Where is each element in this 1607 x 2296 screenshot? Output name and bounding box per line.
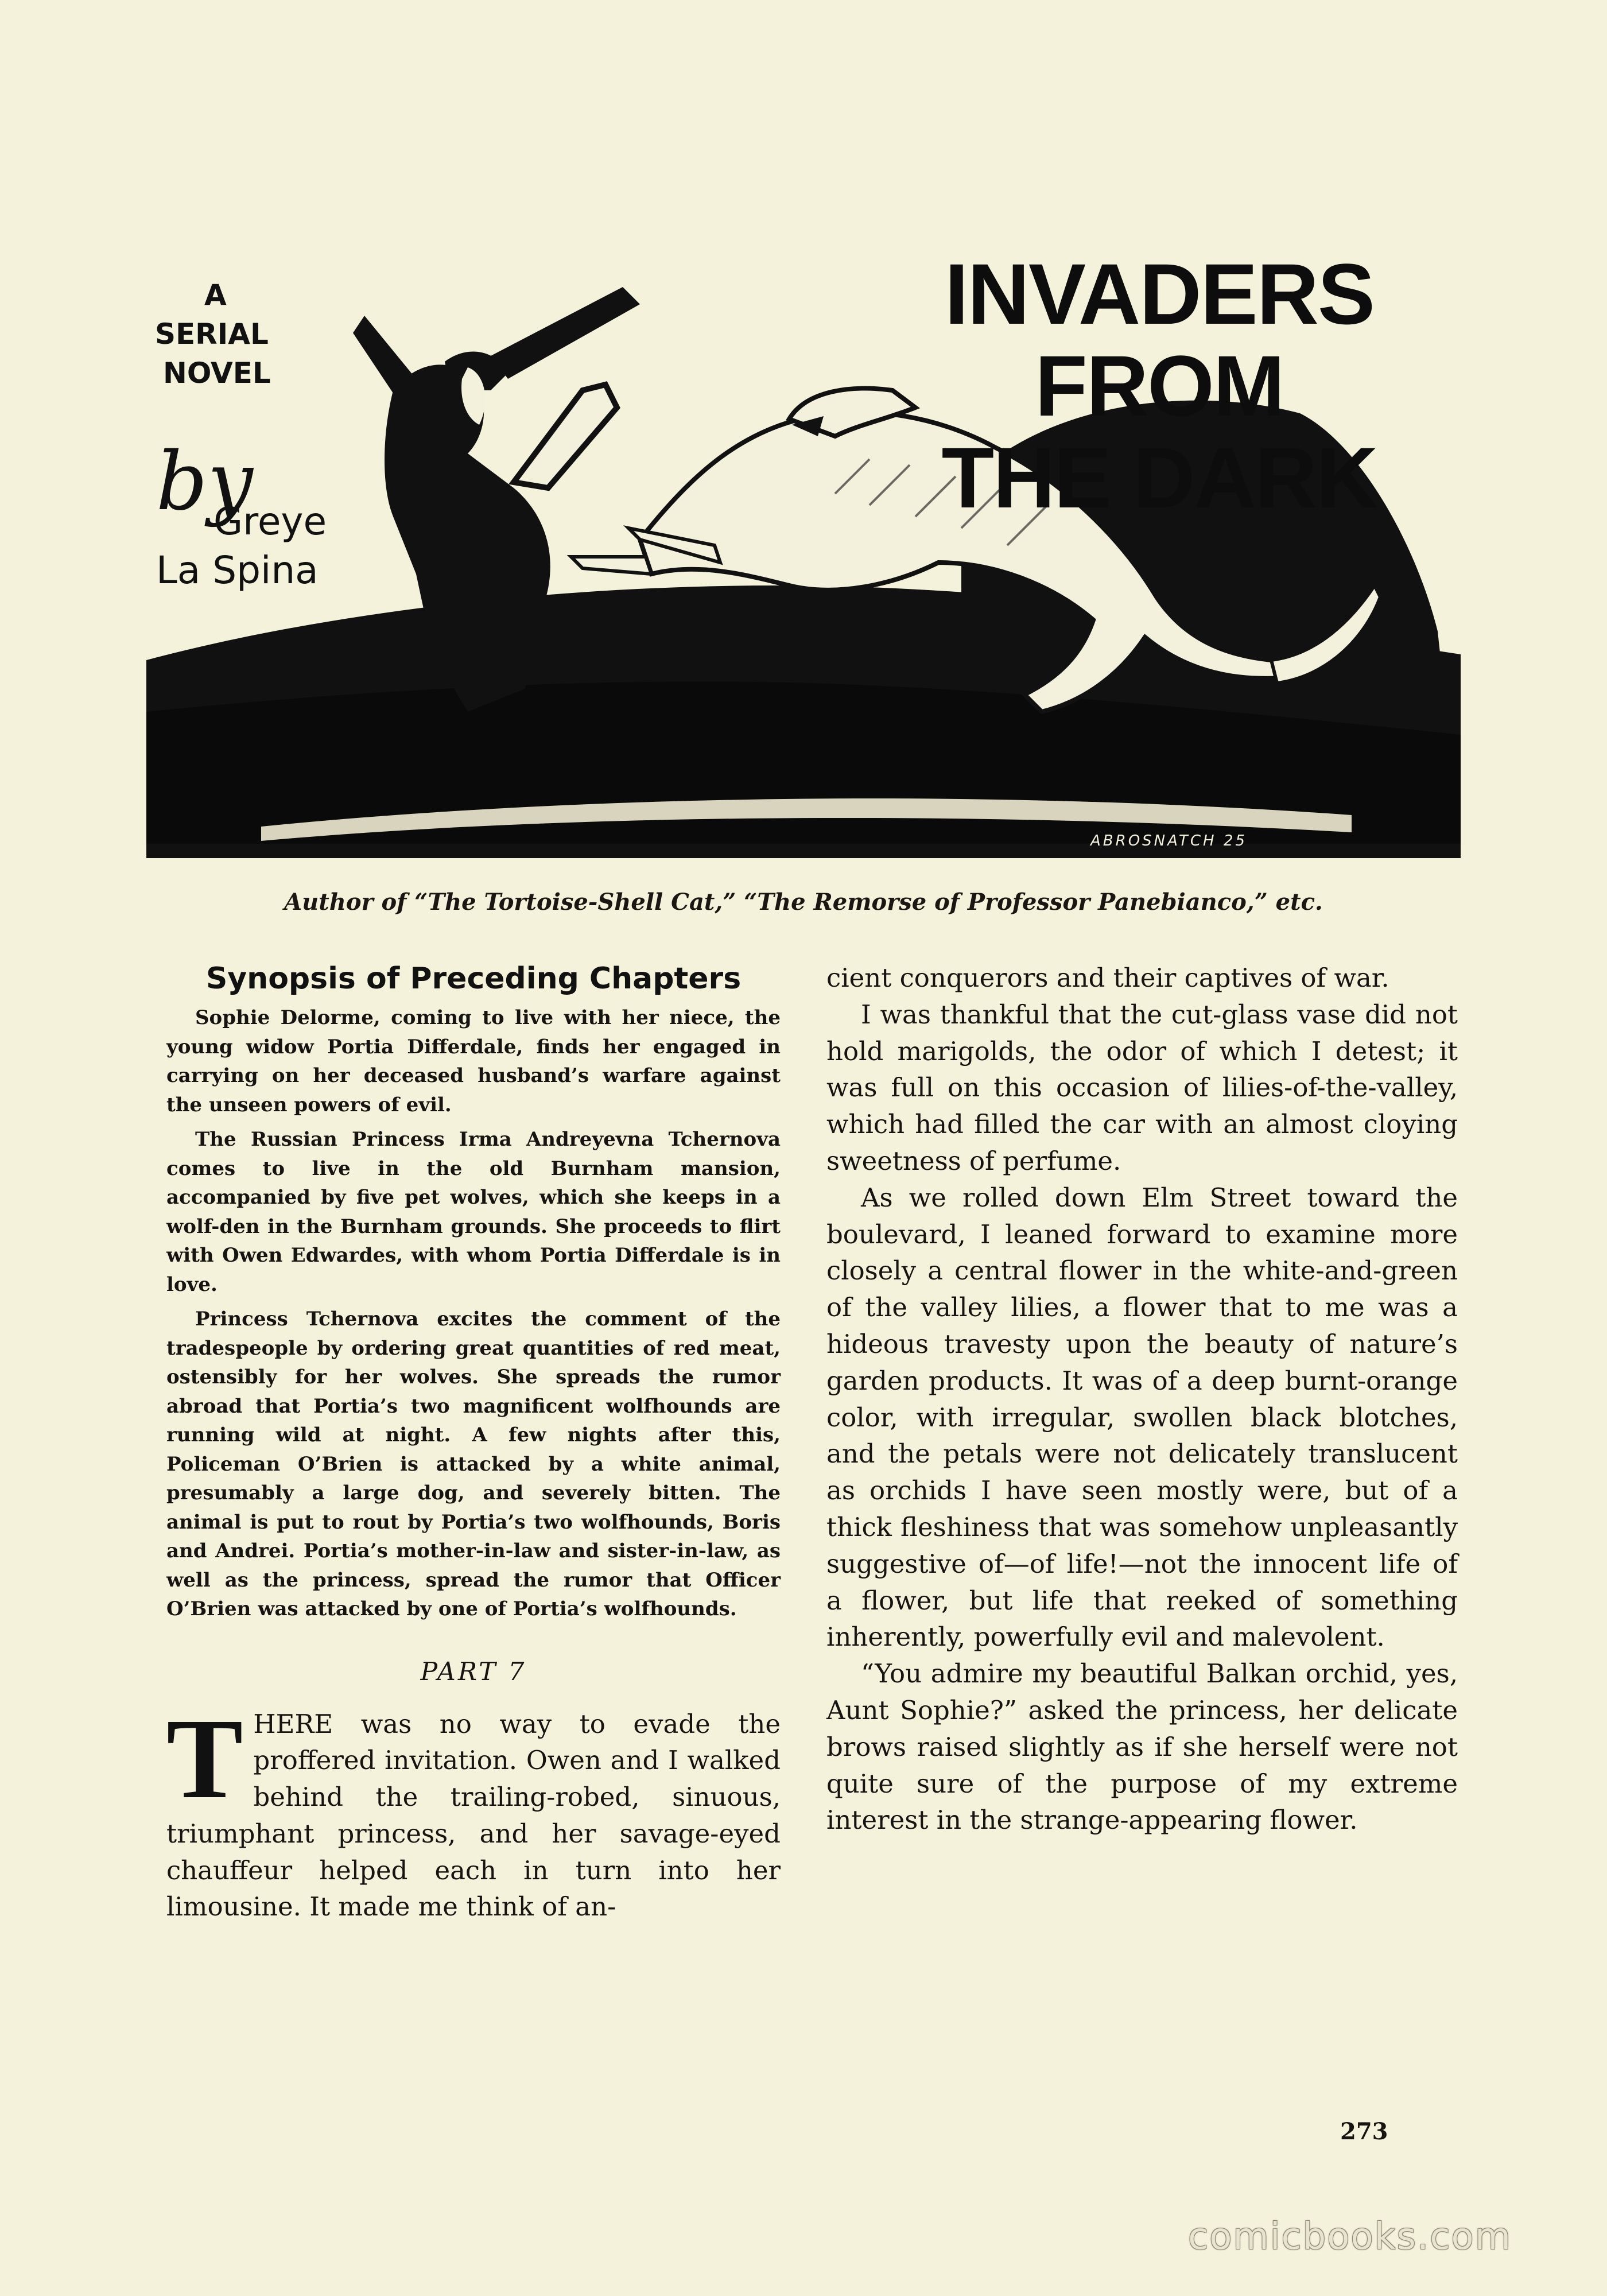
author-credit-line: Author of “The Tortoise-Shell Cat,” “The Remorse of Professor Panebianco,” etc.	[284, 889, 1323, 916]
author-byline	[156, 436, 397, 603]
drop-cap: T	[166, 1695, 243, 1822]
serial-label-line-serial: SERIAL	[155, 317, 269, 351]
serial-label-line-novel: NOVEL	[163, 356, 271, 390]
story-paragraph: As we rolled down Elm Street toward the boulevard, I leaned forward to examine more closely a central flower in the white-and-green of the valley lilies, a flower that to me was a hideous travesty upon the beauty of nature’s garden products. It was of a deep burnt-orange color, with irregular, swollen black blotches, and the petals were not delicately translucent as orchids I have seen mostly were, but of a thick fleshiness that was somehow unpleasantly suggestive of—of life!—not the innocent life of a flower, but life that reeked of something inherently, powerfully evil and malevolent.	[826, 1182, 1458, 1653]
synopsis-paragraph: Sophie Delorme, coming to live with her niece, the young widow Portia Differdale, finds her engaged in carrying on her deceased husband’s warfare against the unseen powers of evil.	[166, 1006, 781, 1116]
left-column	[166, 959, 781, 1925]
story-paragraph: “You admire my beautiful Balkan orchid, yes, Aunt Sophie?” asked the princess, her delicate brows raised slightly as if she herself were not quite sure of the purpose of my extreme interest in the strange-appearing flower.	[826, 1658, 1458, 1836]
right-column	[826, 960, 1458, 1839]
story-opening	[166, 1695, 781, 1926]
story-paragraph: I was thankful that the cut-glass vase did not hold marigolds, the odor of which I detest; it was full on this occasion of lilies-of-the-valley, which had filled the car with an almost cloying sweetness of perfume.	[826, 999, 1458, 1176]
synopsis-heading: Synopsis of Preceding Chapters	[205, 961, 742, 996]
byline-by: by	[156, 435, 253, 529]
story-opening-paragraph: HERE was no way to evade the proffered invitation. Owen and I walked behind the trailing-robed, sinuous, triumphant princess, and her savage-eyed chauffeur helped each in turn into her limousine. It made me think of an-	[166, 1708, 781, 1922]
story-paragraph: cient conquerors and their captives of war.	[826, 963, 1389, 993]
author-first-name: Greye	[214, 499, 327, 544]
story-title	[849, 246, 1469, 526]
synopsis-section	[166, 959, 781, 1624]
synopsis-paragraph: Princess Tchernova excites the comment of the tradespeople by ordering great quantities of red meat, ostensibly for her wolves. She spreads the rumor abroad that Portia’s two magnificent wolfhounds are running wild at night. A few nights after this, Policeman O’Brien is attacked by a white animal, presumably a large dog, and severely bitten. The animal is put to rout by Portia’s two wolfhounds, Boris and Andrei. Portia’s mother-in-law and sister-in-law, as well as the princess, spread the rumor that Officer O’Brien was attacked by one of Portia’s wolfhounds.	[166, 1308, 781, 1620]
serial-novel-label	[155, 276, 287, 393]
author-last-name: La Spina	[156, 548, 319, 592]
part-heading: PART 7	[420, 1657, 527, 1686]
page-number: 273	[1340, 2118, 1388, 2145]
synopsis-paragraph: The Russian Princess Irma Andreyevna Tchernova comes to live in the old Burnham mansion, accompanied by five pet wolves, which she keeps in a wolf-den in the Burnham grounds. She proceeds to flirt with Owen Edwardes, with whom Portia Differdale is in love.	[166, 1128, 781, 1296]
site-watermark: comicbooks.com	[1188, 2216, 1512, 2258]
title-line-2: THE DARK	[941, 429, 1377, 526]
title-line-1: INVADERS FROM	[945, 246, 1374, 434]
serial-label-line-a: A	[204, 278, 227, 312]
illustrator-signature: ABROSNATCH 25	[1090, 832, 1247, 850]
